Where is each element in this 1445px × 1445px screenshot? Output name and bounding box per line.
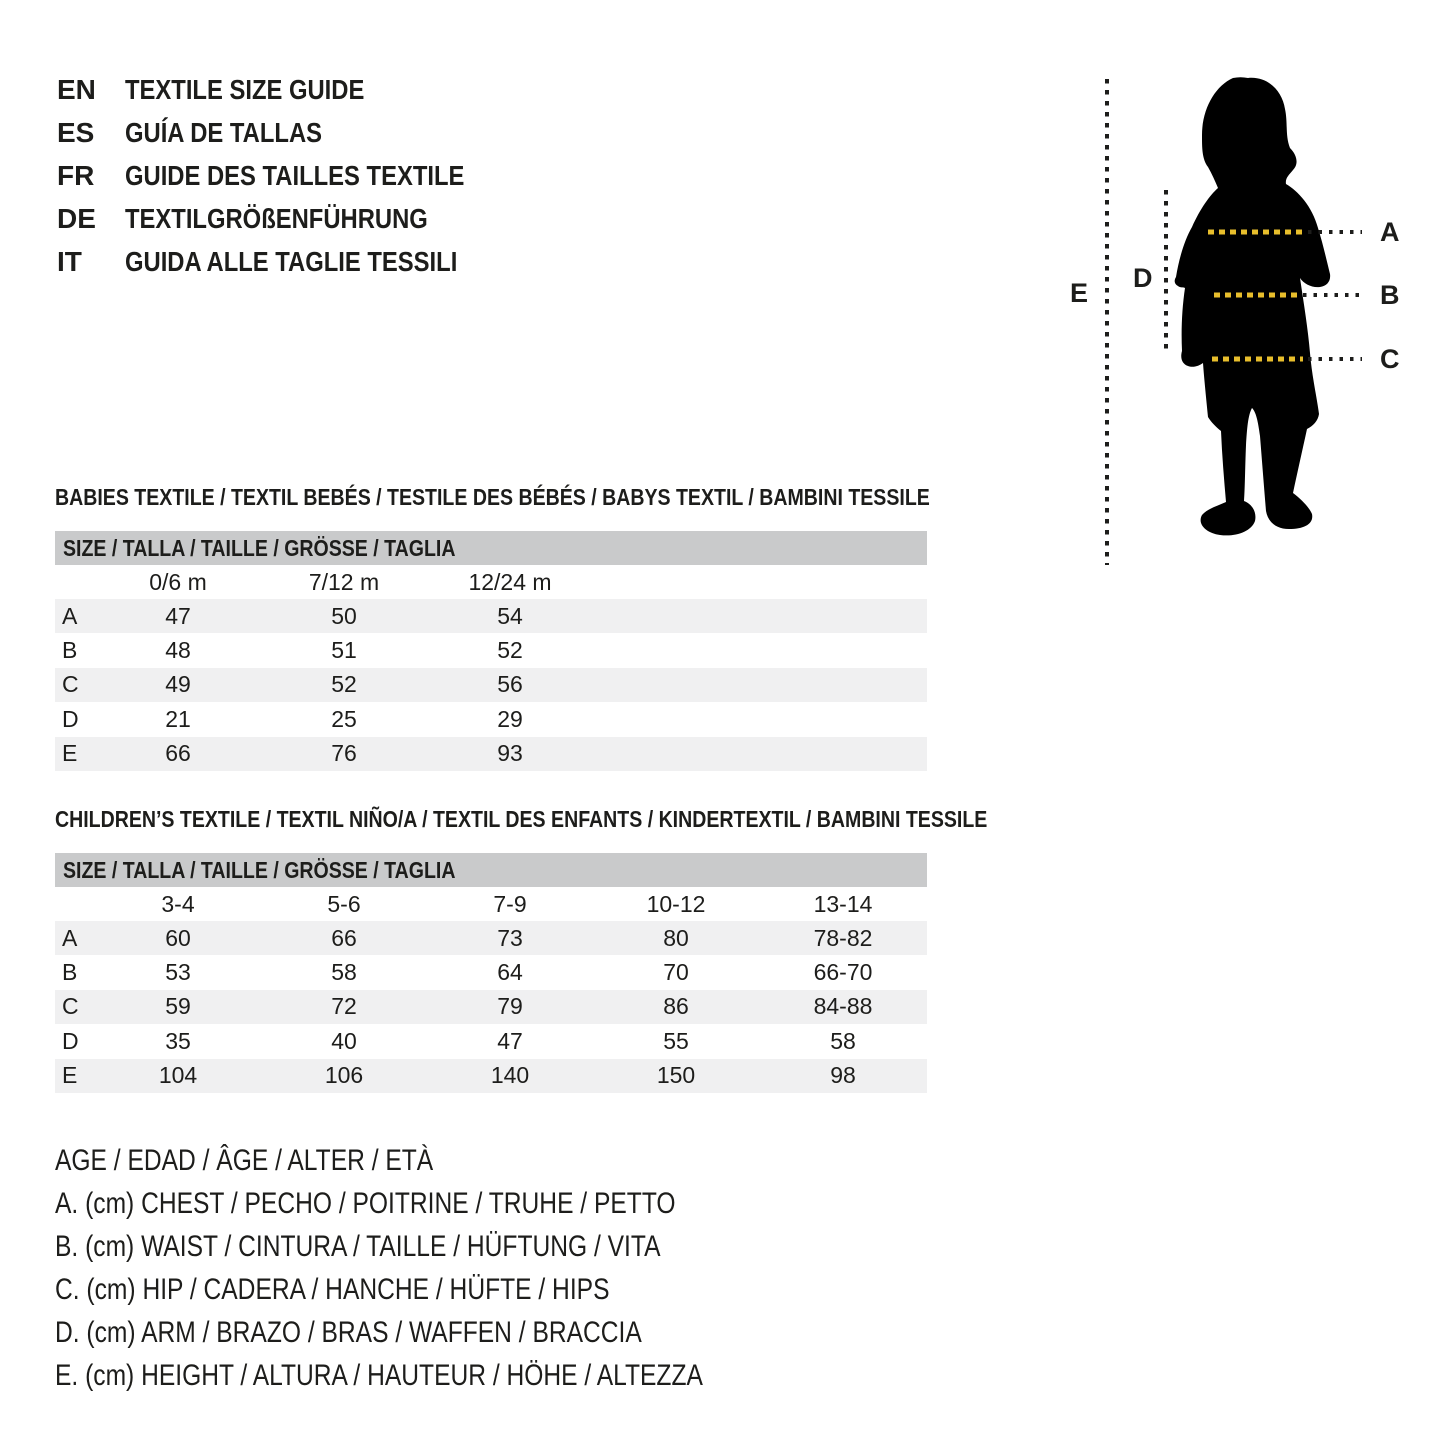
babies-column-header-row [55,565,927,599]
row-label: D [62,705,79,732]
children-section-title [55,806,1152,833]
lang-row-es [57,111,524,154]
cell: 58 [331,959,357,986]
lang-title: TEXTILE SIZE GUIDE [125,73,365,105]
children-section-title-text: CHILDREN’S TEXTILE / TEXTIL NIÑO/A / TEXTIL DES ENFANTS / KINDERTEXTIL / BAMBINI TESSILE [55,806,988,832]
cell: 54 [497,602,523,629]
legend-line-age [55,1139,845,1182]
cell: 35 [165,1027,191,1054]
row-label: C [62,671,79,698]
cell: 56 [497,671,523,698]
cell: 64 [497,959,523,986]
children-col-1: 5-6 [327,890,361,917]
cell: 66-70 [813,959,873,986]
table-row [55,955,927,989]
cell: 73 [497,924,523,951]
legend-line-hip [55,1268,845,1311]
lang-code: DE [57,202,96,234]
legend-line-arm [55,1311,845,1354]
cell: 58 [830,1027,856,1054]
row-label: B [62,959,78,986]
cell: 21 [165,705,191,732]
children-col-2: 7-9 [493,890,527,917]
cell: 86 [663,993,689,1020]
table-row [55,1059,927,1093]
legend-line-height [55,1354,845,1397]
lang-title: GUIDE DES TAILLES TEXTILE [125,159,465,191]
language-header [57,68,524,283]
table-row [55,990,927,1024]
lang-code: EN [57,73,96,105]
cell: 66 [165,740,191,767]
figure-label-b: B [1380,280,1400,310]
cell: 48 [165,637,191,664]
cell: 25 [331,705,357,732]
cell: 93 [497,740,523,767]
table-row [55,737,927,771]
child-silhouette-figure [1050,60,1445,600]
table-row [55,633,927,667]
table-row [55,702,927,736]
legend-text: AGE / EDAD / ÂGE / ALTER / ETÀ [55,1143,434,1177]
children-table-header [55,853,927,887]
children-table-header-text: SIZE / TALLA / TAILLE / GRÖSSE / TAGLIA [63,857,456,883]
figure-label-e: E [1070,278,1089,308]
row-label: C [62,993,79,1020]
children-size-table [55,853,927,1093]
lang-title: GUIDA ALLE TAGLIE TESSILI [125,245,458,277]
table-row [55,1024,927,1058]
row-label: A [62,924,78,951]
row-label: E [62,740,78,767]
legend-text: C. (cm) HIP / CADERA / HANCHE / HÜFTE / HIPS [55,1272,610,1306]
cell: 72 [331,993,357,1020]
lang-title: GUÍA DE TALLAS [125,116,323,148]
cell: 50 [331,602,357,629]
cell: 40 [331,1027,357,1054]
cell: 60 [165,924,191,951]
lang-code: ES [57,116,95,148]
children-col-0: 3-4 [161,890,195,917]
cell: 66 [331,924,357,951]
cell: 106 [324,1062,364,1089]
legend-text: A. (cm) CHEST / PECHO / POITRINE / TRUHE / PETTO [55,1186,676,1220]
row-label: B [62,637,78,664]
figure-label-c: C [1380,344,1400,374]
lang-row-it [57,240,524,283]
babies-section-title-text: BABIES TEXTILE / TEXTIL BEBÉS / TESTILE DES BÉBÉS / BABYS TEXTIL / BAMBINI TESSILE [55,484,930,510]
lang-row-en [57,68,524,111]
cell: 104 [158,1062,198,1089]
legend-line-waist [55,1225,845,1268]
cell: 49 [165,671,191,698]
lang-code: IT [57,245,82,277]
cell: 79 [497,993,523,1020]
table-row [55,599,927,633]
cell: 47 [165,602,191,629]
cell: 53 [165,959,191,986]
row-label: A [62,602,78,629]
row-label: D [62,1027,79,1054]
children-column-header-row [55,887,927,921]
figure-label-d: D [1133,263,1153,293]
child-silhouette [1175,77,1330,535]
cell: 52 [497,637,523,664]
legend-text: B. (cm) WAIST / CINTURA / TAILLE / HÜFTUNG / VITA [55,1229,661,1263]
lang-code: FR [57,159,95,191]
legend-line-chest [55,1182,845,1225]
children-col-4: 13-14 [813,890,873,917]
babies-col-2: 12/24 m [468,568,552,595]
babies-col-0: 0/6 m [149,568,207,595]
cell: 98 [830,1062,856,1089]
cell: 47 [497,1027,523,1054]
babies-section-title [55,484,1084,511]
cell: 29 [497,705,523,732]
figure-label-a: A [1380,217,1400,247]
measurement-legend [55,1139,845,1397]
children-col-3: 10-12 [646,890,706,917]
table-row [55,921,927,955]
cell: 84-88 [813,993,873,1020]
cell: 59 [165,993,191,1020]
legend-text: E. (cm) HEIGHT / ALTURA / HAUTEUR / HÖHE / ALTEZZA [55,1358,703,1392]
cell: 78-82 [813,924,873,951]
row-label: E [62,1062,78,1089]
cell: 51 [331,637,357,664]
lang-row-fr [57,154,524,197]
cell: 140 [490,1062,530,1089]
lang-title: TEXTILGRÖßENFÜHRUNG [125,202,428,234]
cell: 70 [663,959,689,986]
babies-col-1: 7/12 m [308,568,380,595]
legend-text: D. (cm) ARM / BRAZO / BRAS / WAFFEN / BRACCIA [55,1315,642,1349]
cell: 76 [331,740,357,767]
table-row [55,668,927,702]
babies-table-header [55,531,927,565]
babies-size-table [55,531,927,771]
cell: 150 [656,1062,696,1089]
lang-row-de [57,197,524,240]
cell: 52 [331,671,357,698]
cell: 55 [663,1027,689,1054]
babies-table-header-text: SIZE / TALLA / TAILLE / GRÖSSE / TAGLIA [63,535,456,561]
cell: 80 [663,924,689,951]
